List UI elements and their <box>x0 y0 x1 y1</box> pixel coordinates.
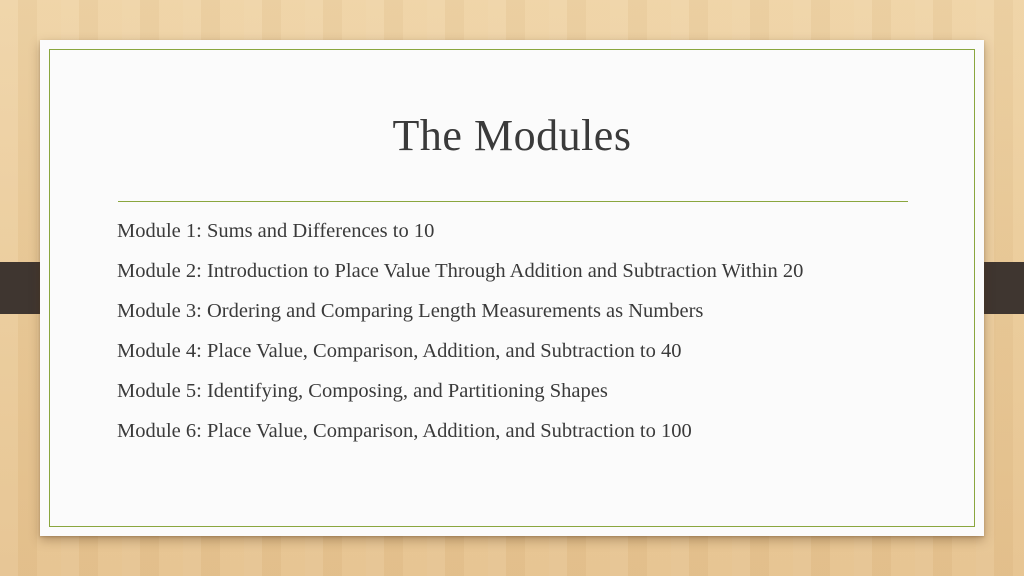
module-item-1: Module 1: Sums and Differences to 10 <box>117 220 435 242</box>
module-item-2: Module 2: Introduction to Place Value Through Addition and Subtraction Within 20 <box>117 260 804 282</box>
slide-paper <box>40 40 984 536</box>
module-list <box>117 218 897 458</box>
module-item-5: Module 5: Identifying, Composing, and Partitioning Shapes <box>117 380 608 402</box>
slide-title: The Modules <box>392 111 632 160</box>
module-item-3: Module 3: Ordering and Comparing Length Measurements as Numbers <box>117 300 704 322</box>
title-divider <box>118 201 908 202</box>
module-item-6: Module 6: Place Value, Comparison, Addition, and Subtraction to 100 <box>117 420 692 442</box>
module-item-4: Module 4: Place Value, Comparison, Addition, and Subtraction to 40 <box>117 340 682 362</box>
